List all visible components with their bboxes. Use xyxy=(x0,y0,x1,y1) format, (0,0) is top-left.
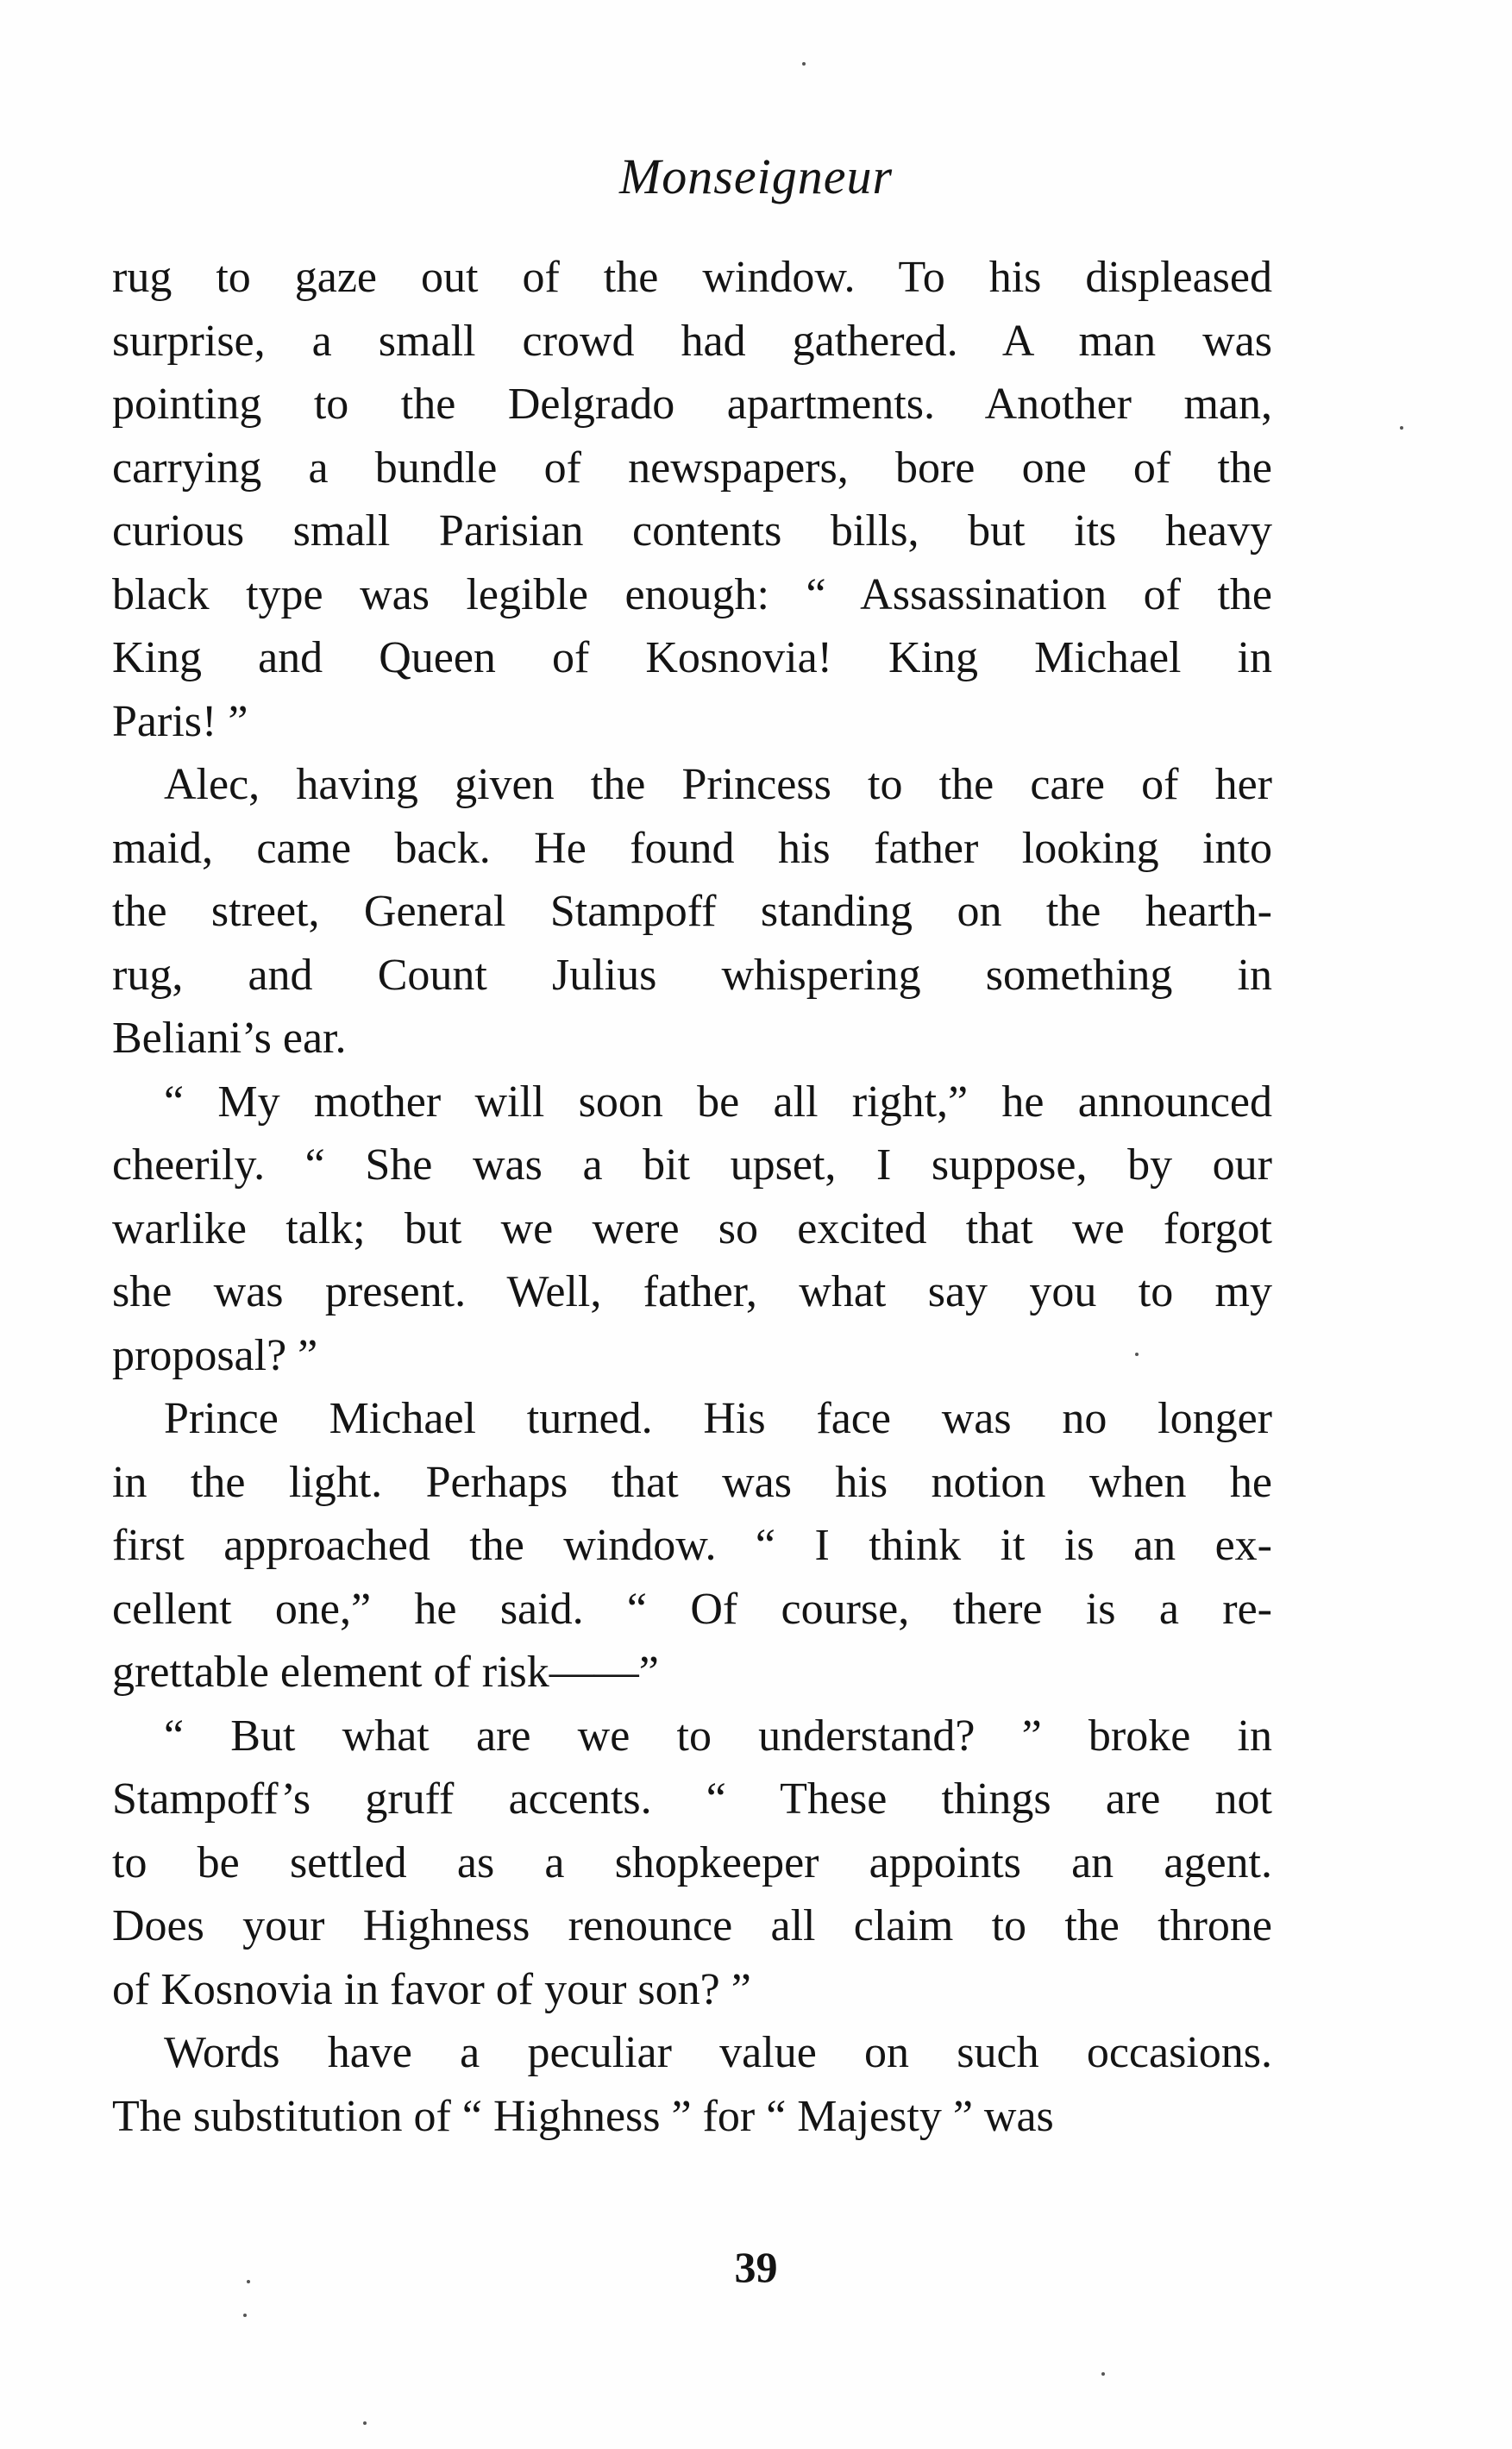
print-speck xyxy=(247,2280,250,2283)
paragraph xyxy=(112,753,1272,1071)
print-speck xyxy=(1101,2372,1105,2376)
text-line: of Kosnovia in favor of your son? ” xyxy=(112,1964,751,2014)
text-line: “ But what are we to understand? ” broke in xyxy=(164,1711,1272,1761)
text-line: cheerily. “ She was a bit upset, I suppose, by our xyxy=(112,1140,1272,1190)
text-line: Alec, having given the Princess to the care of her xyxy=(164,760,1272,809)
text-line: warlike talk; but we were so excited that we forgot xyxy=(112,1203,1272,1253)
text-line: carrying a bundle of newspapers, bore one of the xyxy=(112,443,1272,493)
page-number: 39 xyxy=(734,2243,778,2291)
print-speck xyxy=(802,62,806,66)
text-line: to be settled as a shopkeeper appoints an agent. xyxy=(112,1837,1272,1887)
text-line: Stampoff’s gruff accents. “ These things are not xyxy=(112,1774,1272,1824)
body-text xyxy=(112,246,1272,2148)
text-line: Beliani’s ear. xyxy=(112,1014,347,1063)
text-line: curious small Parisian contents bills, but its heavy xyxy=(112,506,1272,556)
running-head: Monseigneur xyxy=(618,148,894,204)
print-speck xyxy=(363,2421,367,2425)
text-line: cellent one,” he said. “ Of course, there is a re- xyxy=(112,1584,1272,1634)
text-line: she was present. Well, father, what say you to my xyxy=(112,1267,1272,1316)
paragraph xyxy=(112,2021,1272,2148)
print-speck xyxy=(243,2314,247,2317)
text-line: “ My mother will soon be all right,” he announced xyxy=(164,1077,1272,1127)
text-line: Does your Highness renounce all claim to the throne xyxy=(112,1901,1272,1950)
text-line: maid, came back. He found his father looking into xyxy=(112,823,1272,873)
paragraph xyxy=(112,246,1272,753)
text-line: pointing to the Delgrado apartments. Another man, xyxy=(112,380,1272,429)
text-line: rug to gaze out of the window. To his displeased xyxy=(112,253,1272,302)
text-line: first approached the window. “ I think it is an ex- xyxy=(112,1521,1272,1570)
text-line: Words have a peculiar value on such occasions. xyxy=(164,2028,1272,2077)
text-line: rug, and Count Julius whispering something in xyxy=(112,950,1272,1000)
text-line: Prince Michael turned. His face was no longer xyxy=(164,1394,1272,1443)
text-line: the street, General Stampoff standing on the hearth- xyxy=(112,887,1272,936)
paragraph xyxy=(112,1387,1272,1705)
text-line: black type was legible enough: “ Assassination of the xyxy=(112,569,1272,619)
print-speck xyxy=(1135,1353,1139,1356)
text-line: proposal? ” xyxy=(112,1330,318,1380)
paragraph xyxy=(112,1705,1272,2022)
text-line: King and Queen of Kosnovia! King Michael in xyxy=(112,633,1272,682)
text-line: surprise, a small crowd had gathered. A man was xyxy=(112,316,1272,366)
text-line: The substitution of “ Highness ” for “ Majesty ” was xyxy=(112,2091,1054,2141)
text-line: Paris! ” xyxy=(112,696,248,746)
text-line: grettable element of risk——” xyxy=(112,1648,659,1697)
text-line: in the light. Perhaps that was his notion when he xyxy=(112,1457,1272,1507)
paragraph xyxy=(112,1071,1272,1388)
print-speck xyxy=(1400,426,1403,430)
